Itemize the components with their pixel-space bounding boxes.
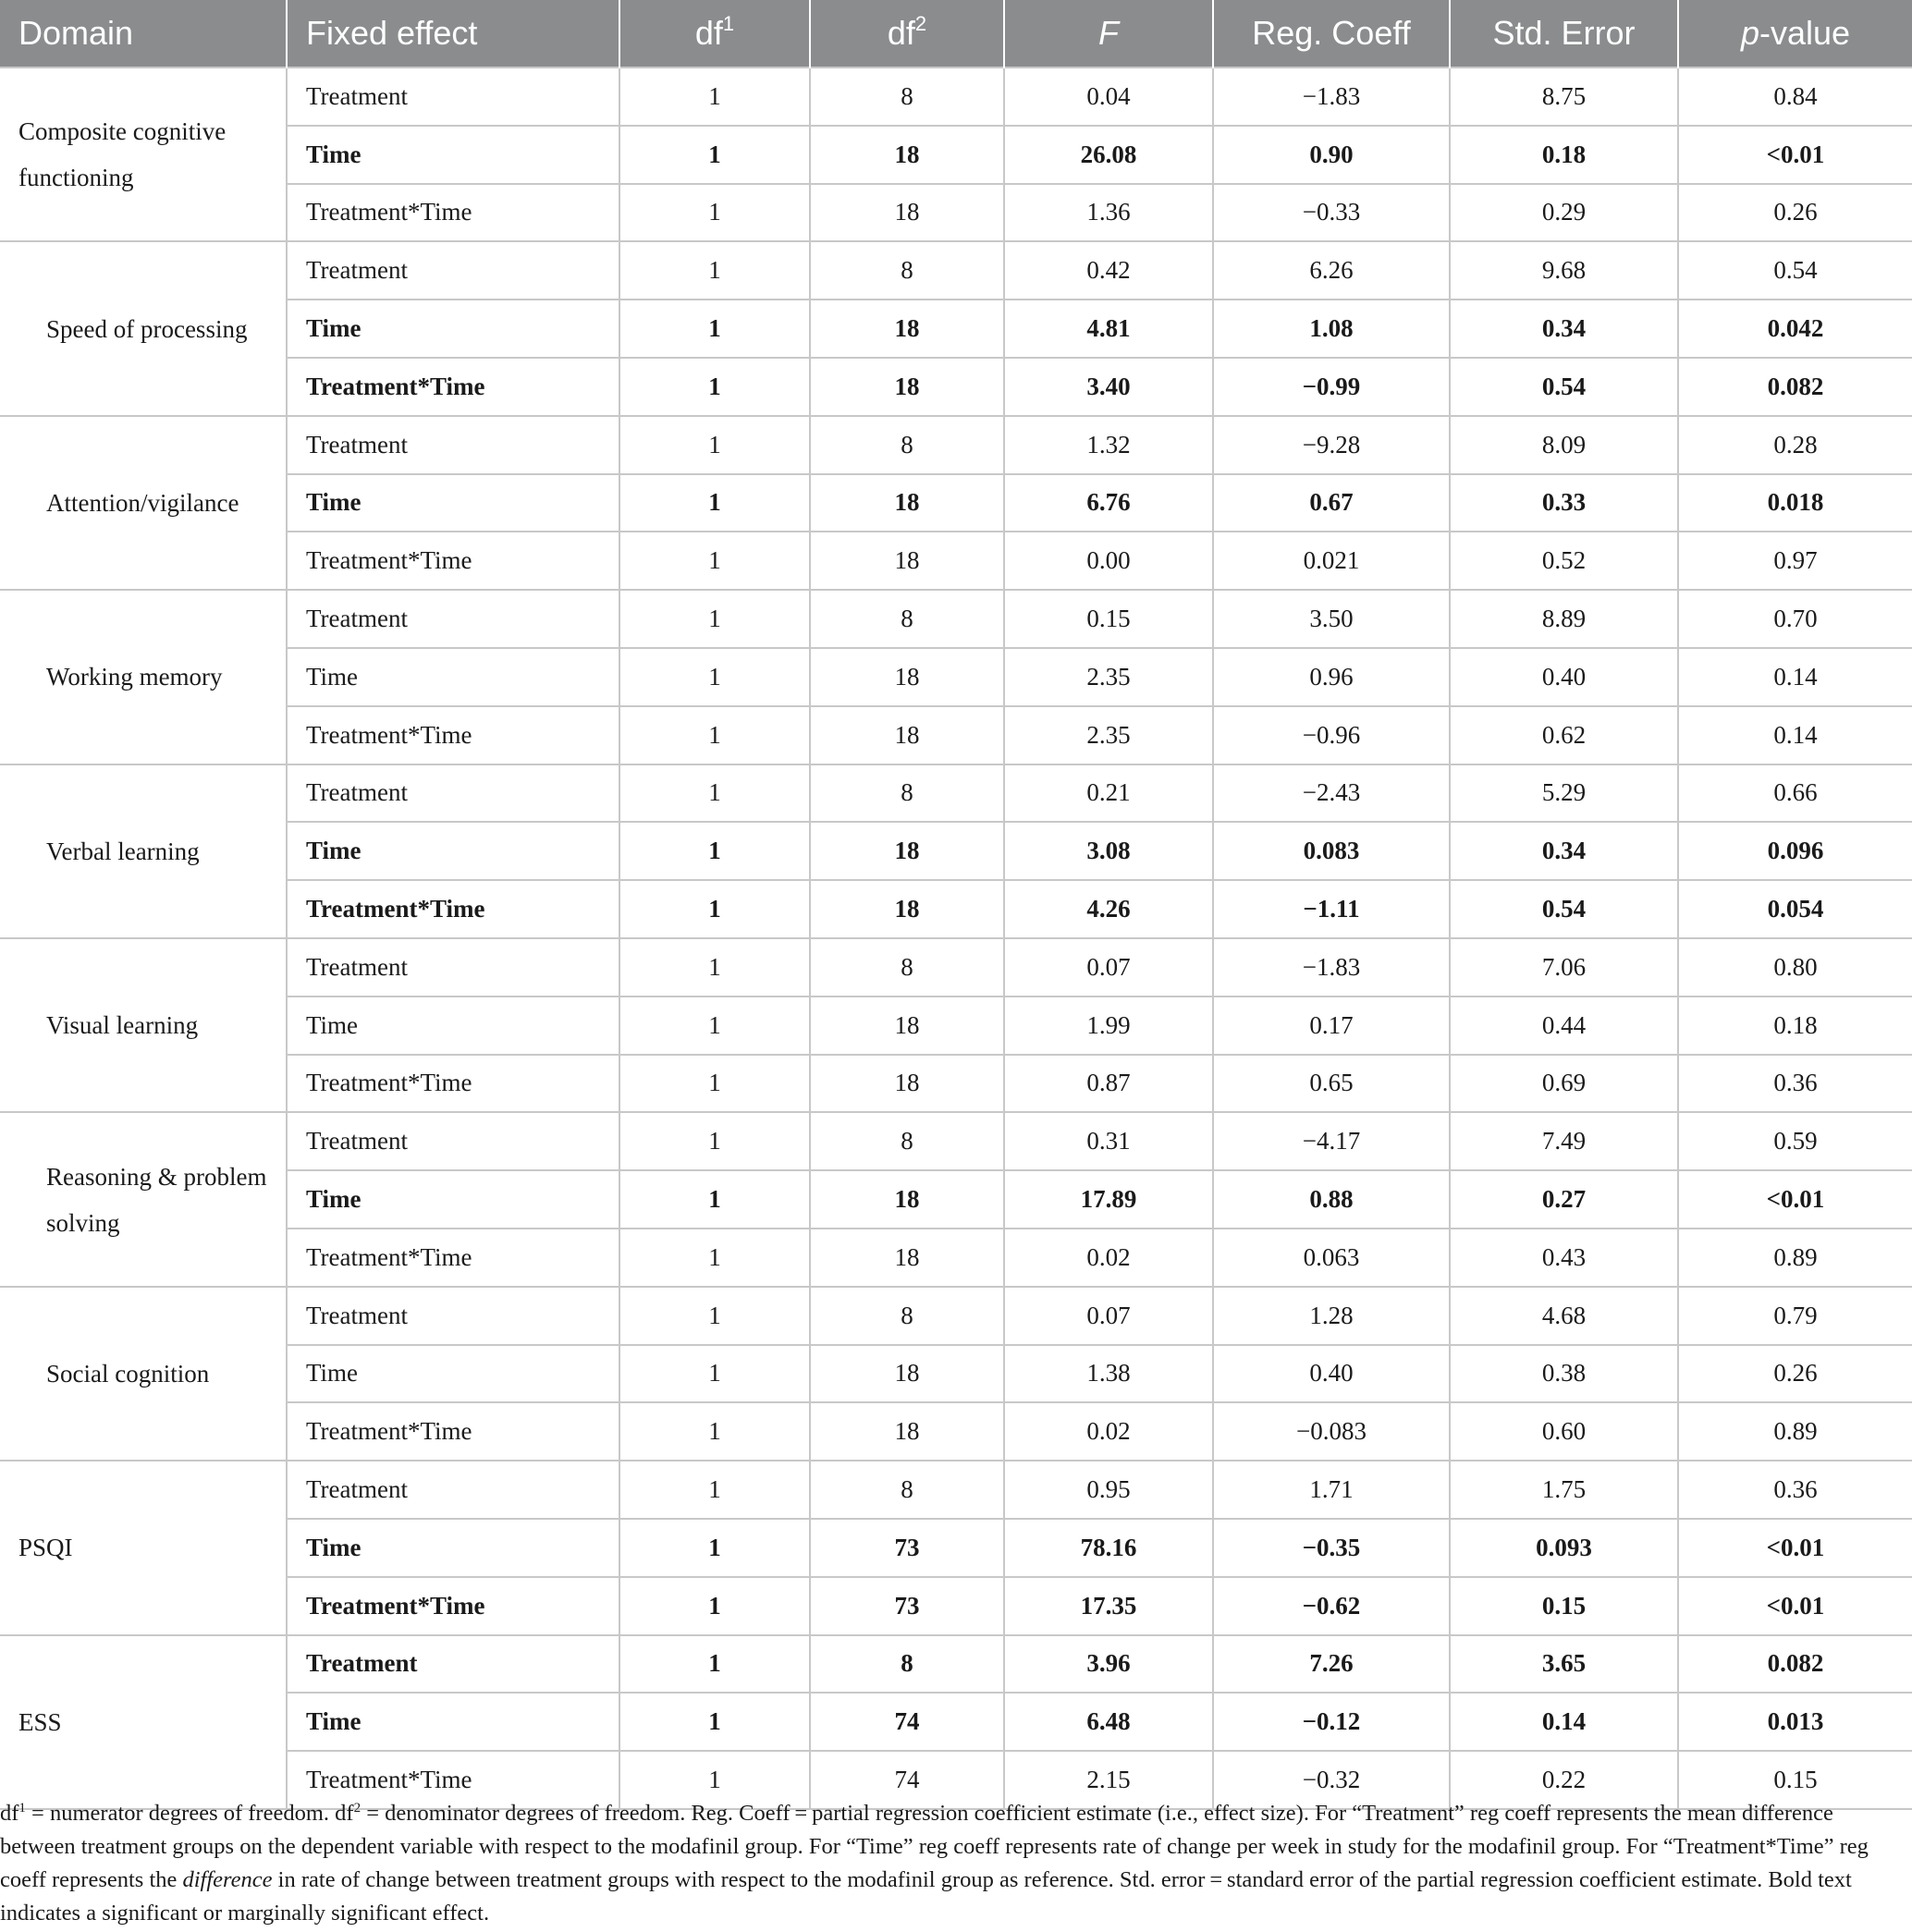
- cell-f: 0.15: [1004, 590, 1213, 648]
- cell-fixed-effect: Treatment: [287, 416, 619, 474]
- cell-domain: Reasoning & problem solving: [0, 1112, 287, 1286]
- cell-df1: 1: [619, 1112, 810, 1170]
- cell-p-value: 0.59: [1678, 1112, 1912, 1170]
- cell-fixed-effect: Treatment*Time: [287, 1751, 619, 1809]
- cell-df2: 73: [810, 1519, 1004, 1577]
- cell-f: 1.38: [1004, 1345, 1213, 1403]
- cell-df1: 1: [619, 764, 810, 823]
- header-row: [0, 0, 1912, 67]
- cell-f: 0.04: [1004, 67, 1213, 126]
- header-df1: [619, 0, 810, 67]
- cell-fixed-effect: Time: [287, 1519, 619, 1577]
- cell-df2: 18: [810, 1402, 1004, 1461]
- cell-reg-coeff: 0.021: [1213, 532, 1450, 590]
- cell-f: 3.96: [1004, 1635, 1213, 1694]
- cell-fixed-effect: Treatment: [287, 938, 619, 997]
- cell-reg-coeff: 0.083: [1213, 822, 1450, 880]
- cell-df1: 1: [619, 300, 810, 358]
- header-df2-sup: 2: [914, 12, 927, 35]
- cell-f: 3.08: [1004, 822, 1213, 880]
- cell-std-error: 0.15: [1450, 1577, 1678, 1635]
- table-row: [0, 184, 1912, 242]
- cell-fixed-effect: Time: [287, 648, 619, 706]
- cell-reg-coeff: 0.88: [1213, 1170, 1450, 1229]
- table-row: [0, 1112, 1912, 1170]
- cell-fixed-effect: Treatment*Time: [287, 1229, 619, 1287]
- cell-f: 0.31: [1004, 1112, 1213, 1170]
- cell-p-value: 0.26: [1678, 1345, 1912, 1403]
- cell-reg-coeff: 7.26: [1213, 1635, 1450, 1694]
- cell-p-value: <0.01: [1678, 1577, 1912, 1635]
- table-row: [0, 1635, 1912, 1694]
- cell-p-value: 0.14: [1678, 706, 1912, 764]
- cell-df2: 18: [810, 880, 1004, 938]
- cell-df2: 18: [810, 706, 1004, 764]
- cell-df1: 1: [619, 590, 810, 648]
- cell-domain: Visual learning: [0, 938, 287, 1112]
- cell-reg-coeff: −9.28: [1213, 416, 1450, 474]
- cell-f: 17.89: [1004, 1170, 1213, 1229]
- cell-domain: Verbal learning: [0, 764, 287, 938]
- cell-df1: 1: [619, 1170, 810, 1229]
- footnote-df1-base: df: [0, 1801, 19, 1827]
- cell-df2: 8: [810, 1287, 1004, 1345]
- cell-df1: 1: [619, 1345, 810, 1403]
- cell-std-error: 8.09: [1450, 416, 1678, 474]
- header-p-italic: p: [1740, 14, 1759, 52]
- cell-fixed-effect: Treatment*Time: [287, 184, 619, 242]
- cell-f: 0.02: [1004, 1402, 1213, 1461]
- table-row: [0, 822, 1912, 880]
- cell-fixed-effect: Time: [287, 1345, 619, 1403]
- cell-std-error: 1.75: [1450, 1461, 1678, 1519]
- cell-domain: Speed of processing: [0, 241, 287, 415]
- table-row: [0, 764, 1912, 823]
- cell-f: 2.35: [1004, 706, 1213, 764]
- cell-df2: 8: [810, 67, 1004, 126]
- table-row: [0, 474, 1912, 532]
- cell-df2: 8: [810, 764, 1004, 823]
- cell-df2: 74: [810, 1693, 1004, 1751]
- cell-p-value: 0.042: [1678, 300, 1912, 358]
- header-fixed-effect: Fixed effect: [287, 0, 619, 67]
- table-row: [0, 532, 1912, 590]
- header-reg-coeff: Reg. Coeff: [1213, 0, 1450, 67]
- cell-std-error: 4.68: [1450, 1287, 1678, 1345]
- table-row: [0, 1055, 1912, 1113]
- cell-reg-coeff: −0.35: [1213, 1519, 1450, 1577]
- table-row: [0, 1345, 1912, 1403]
- cell-std-error: 0.54: [1450, 358, 1678, 416]
- cell-fixed-effect: Time: [287, 1693, 619, 1751]
- cell-f: 0.07: [1004, 938, 1213, 997]
- cell-df2: 18: [810, 126, 1004, 184]
- cell-f: 3.40: [1004, 358, 1213, 416]
- cell-p-value: <0.01: [1678, 126, 1912, 184]
- table-row: [0, 1693, 1912, 1751]
- cell-reg-coeff: −0.33: [1213, 184, 1450, 242]
- cell-p-value: 0.082: [1678, 1635, 1912, 1694]
- cell-std-error: 0.69: [1450, 1055, 1678, 1113]
- cell-f: 2.35: [1004, 648, 1213, 706]
- cell-fixed-effect: Treatment*Time: [287, 880, 619, 938]
- header-domain: Domain: [0, 0, 287, 67]
- header-df2: [810, 0, 1004, 67]
- cell-std-error: 0.34: [1450, 300, 1678, 358]
- cell-std-error: 0.43: [1450, 1229, 1678, 1287]
- cell-p-value: 0.018: [1678, 474, 1912, 532]
- cell-df1: 1: [619, 184, 810, 242]
- cell-domain: Attention/vigilance: [0, 416, 287, 590]
- cell-df1: 1: [619, 706, 810, 764]
- cell-p-value: <0.01: [1678, 1519, 1912, 1577]
- cell-p-value: 0.89: [1678, 1402, 1912, 1461]
- cell-f: 6.48: [1004, 1693, 1213, 1751]
- cell-reg-coeff: 3.50: [1213, 590, 1450, 648]
- cell-df1: 1: [619, 1751, 810, 1809]
- table-row: [0, 300, 1912, 358]
- cell-std-error: 8.89: [1450, 590, 1678, 648]
- header-p-value: [1678, 0, 1912, 67]
- cell-p-value: 0.14: [1678, 648, 1912, 706]
- table-row: [0, 648, 1912, 706]
- cell-df1: 1: [619, 1402, 810, 1461]
- cell-fixed-effect: Treatment: [287, 1461, 619, 1519]
- cell-df1: 1: [619, 1055, 810, 1113]
- cell-df1: 1: [619, 880, 810, 938]
- cell-df2: 18: [810, 474, 1004, 532]
- cell-std-error: 7.06: [1450, 938, 1678, 997]
- cell-df1: 1: [619, 1461, 810, 1519]
- header-std-error: Std. Error: [1450, 0, 1678, 67]
- table-row: [0, 590, 1912, 648]
- cell-fixed-effect: Treatment: [287, 1635, 619, 1694]
- cell-df2: 8: [810, 1112, 1004, 1170]
- cell-fixed-effect: Time: [287, 997, 619, 1055]
- cell-p-value: 0.36: [1678, 1055, 1912, 1113]
- table-row: [0, 126, 1912, 184]
- cell-std-error: 0.52: [1450, 532, 1678, 590]
- cell-std-error: 9.68: [1450, 241, 1678, 300]
- cell-fixed-effect: Treatment*Time: [287, 1402, 619, 1461]
- cell-domain: Working memory: [0, 590, 287, 764]
- cell-p-value: 0.013: [1678, 1693, 1912, 1751]
- cell-fixed-effect: Treatment: [287, 1112, 619, 1170]
- cell-fixed-effect: Time: [287, 474, 619, 532]
- cell-df1: 1: [619, 474, 810, 532]
- header-p-rest: -value: [1759, 14, 1851, 52]
- footnote-df1-sup: 1: [18, 1801, 26, 1816]
- cell-std-error: 0.40: [1450, 648, 1678, 706]
- cell-f: 6.76: [1004, 474, 1213, 532]
- cell-p-value: 0.18: [1678, 997, 1912, 1055]
- cell-reg-coeff: −2.43: [1213, 764, 1450, 823]
- cell-fixed-effect: Treatment: [287, 241, 619, 300]
- cell-std-error: 7.49: [1450, 1112, 1678, 1170]
- table-row: [0, 706, 1912, 764]
- cell-reg-coeff: 0.65: [1213, 1055, 1450, 1113]
- cell-p-value: 0.97: [1678, 532, 1912, 590]
- header-df2-base: df: [887, 14, 915, 52]
- cell-df2: 18: [810, 1345, 1004, 1403]
- cell-p-value: 0.36: [1678, 1461, 1912, 1519]
- footnote-df2-sup: 2: [353, 1801, 362, 1816]
- cell-fixed-effect: Treatment: [287, 1287, 619, 1345]
- cell-df1: 1: [619, 938, 810, 997]
- cell-std-error: 0.093: [1450, 1519, 1678, 1577]
- cell-domain: Social cognition: [0, 1287, 287, 1461]
- cell-reg-coeff: −4.17: [1213, 1112, 1450, 1170]
- cell-p-value: 0.054: [1678, 880, 1912, 938]
- cell-reg-coeff: −0.99: [1213, 358, 1450, 416]
- table-row: [0, 880, 1912, 938]
- cell-df1: 1: [619, 1577, 810, 1635]
- cell-fixed-effect: Treatment: [287, 590, 619, 648]
- cell-reg-coeff: 0.96: [1213, 648, 1450, 706]
- cell-df1: 1: [619, 67, 810, 126]
- cell-std-error: 0.29: [1450, 184, 1678, 242]
- cell-std-error: 0.33: [1450, 474, 1678, 532]
- cell-reg-coeff: −1.11: [1213, 880, 1450, 938]
- cell-std-error: 0.14: [1450, 1693, 1678, 1751]
- cell-reg-coeff: 1.08: [1213, 300, 1450, 358]
- cell-df2: 18: [810, 300, 1004, 358]
- cell-std-error: 0.22: [1450, 1751, 1678, 1809]
- cell-f: 0.42: [1004, 241, 1213, 300]
- cell-f: 0.87: [1004, 1055, 1213, 1113]
- footnote-part3: in rate of change between treatment groups with respect to the modafinil group as reference. Std. error = standard error of the partial regression coefficient estimate. Bold text indicates a significant or marginally significant effect.: [0, 1867, 1852, 1926]
- cell-f: 1.32: [1004, 416, 1213, 474]
- cell-df1: 1: [619, 241, 810, 300]
- cell-df2: 8: [810, 1461, 1004, 1519]
- cell-df2: 73: [810, 1577, 1004, 1635]
- cell-p-value: 0.54: [1678, 241, 1912, 300]
- header-f-label: F: [1098, 14, 1119, 52]
- cell-fixed-effect: Treatment*Time: [287, 1577, 619, 1635]
- cell-f: 4.26: [1004, 880, 1213, 938]
- cell-p-value: 0.082: [1678, 358, 1912, 416]
- cell-fixed-effect: Treatment: [287, 764, 619, 823]
- cell-p-value: 0.26: [1678, 184, 1912, 242]
- cell-reg-coeff: −0.083: [1213, 1402, 1450, 1461]
- table-row: [0, 938, 1912, 997]
- cell-df1: 1: [619, 1287, 810, 1345]
- cell-reg-coeff: −1.83: [1213, 67, 1450, 126]
- cell-reg-coeff: 0.90: [1213, 126, 1450, 184]
- cell-df2: 18: [810, 822, 1004, 880]
- cell-df2: 8: [810, 1635, 1004, 1694]
- cell-p-value: 0.28: [1678, 416, 1912, 474]
- cell-df2: 18: [810, 532, 1004, 590]
- cell-p-value: 0.79: [1678, 1287, 1912, 1345]
- cell-p-value: 0.096: [1678, 822, 1912, 880]
- cell-df1: 1: [619, 532, 810, 590]
- cell-std-error: 3.65: [1450, 1635, 1678, 1694]
- cell-p-value: 0.70: [1678, 590, 1912, 648]
- cell-p-value: 0.89: [1678, 1229, 1912, 1287]
- cell-std-error: 0.60: [1450, 1402, 1678, 1461]
- cell-fixed-effect: Treatment: [287, 67, 619, 126]
- cell-p-value: 0.80: [1678, 938, 1912, 997]
- footnote-italic: difference: [182, 1867, 273, 1893]
- cell-domain: Composite cognitive functioning: [0, 67, 287, 241]
- cell-df2: 18: [810, 648, 1004, 706]
- cell-p-value: 0.84: [1678, 67, 1912, 126]
- cell-df1: 1: [619, 126, 810, 184]
- table-row: [0, 997, 1912, 1055]
- cell-reg-coeff: −0.32: [1213, 1751, 1450, 1809]
- cell-f: 0.00: [1004, 532, 1213, 590]
- cell-fixed-effect: Time: [287, 300, 619, 358]
- cell-df2: 8: [810, 416, 1004, 474]
- cell-fixed-effect: Treatment*Time: [287, 706, 619, 764]
- cell-std-error: 0.38: [1450, 1345, 1678, 1403]
- cell-f: 26.08: [1004, 126, 1213, 184]
- table-row: [0, 1287, 1912, 1345]
- cell-f: 0.02: [1004, 1229, 1213, 1287]
- table-row: [0, 1461, 1912, 1519]
- cell-domain: ESS: [0, 1635, 287, 1809]
- cell-fixed-effect: Time: [287, 1170, 619, 1229]
- cell-df1: 1: [619, 358, 810, 416]
- cell-df2: 18: [810, 1055, 1004, 1113]
- cell-reg-coeff: −1.83: [1213, 938, 1450, 997]
- cell-df2: 74: [810, 1751, 1004, 1809]
- cell-df1: 1: [619, 648, 810, 706]
- cell-df1: 1: [619, 1229, 810, 1287]
- cell-reg-coeff: −0.96: [1213, 706, 1450, 764]
- cell-std-error: 8.75: [1450, 67, 1678, 126]
- cell-f: 0.21: [1004, 764, 1213, 823]
- cell-fixed-effect: Treatment*Time: [287, 358, 619, 416]
- footnote-df2-base: df: [335, 1801, 354, 1827]
- table-row: [0, 1229, 1912, 1287]
- header-df1-base: df: [694, 14, 723, 52]
- cell-f: 1.36: [1004, 184, 1213, 242]
- cell-df2: 18: [810, 1229, 1004, 1287]
- table-footnote: [0, 1791, 1895, 1930]
- cell-df2: 18: [810, 1170, 1004, 1229]
- cell-df1: 1: [619, 1519, 810, 1577]
- cell-std-error: 0.54: [1450, 880, 1678, 938]
- cell-std-error: 0.34: [1450, 822, 1678, 880]
- cell-std-error: 0.62: [1450, 706, 1678, 764]
- table-row: [0, 67, 1912, 126]
- cell-p-value: <0.01: [1678, 1170, 1912, 1229]
- table-row: [0, 358, 1912, 416]
- cell-p-value: 0.15: [1678, 1751, 1912, 1809]
- cell-reg-coeff: 0.40: [1213, 1345, 1450, 1403]
- cell-f: 1.99: [1004, 997, 1213, 1055]
- table-row: [0, 416, 1912, 474]
- footnote-part1: = numerator degrees of freedom.: [25, 1801, 336, 1827]
- cell-f: 78.16: [1004, 1519, 1213, 1577]
- cell-df2: 18: [810, 184, 1004, 242]
- cell-df1: 1: [619, 997, 810, 1055]
- cell-std-error: 5.29: [1450, 764, 1678, 823]
- cell-p-value: 0.66: [1678, 764, 1912, 823]
- cell-std-error: 0.44: [1450, 997, 1678, 1055]
- header-df1-sup: 1: [722, 12, 735, 35]
- cell-std-error: 0.27: [1450, 1170, 1678, 1229]
- cell-fixed-effect: Time: [287, 822, 619, 880]
- cell-reg-coeff: −0.62: [1213, 1577, 1450, 1635]
- cell-df1: 1: [619, 1693, 810, 1751]
- cell-df2: 8: [810, 241, 1004, 300]
- cell-fixed-effect: Treatment*Time: [287, 1055, 619, 1113]
- cell-df1: 1: [619, 1635, 810, 1694]
- cell-reg-coeff: 0.063: [1213, 1229, 1450, 1287]
- footnote-part2: = denominator degrees of freedom. Reg. Coeff = partial regression coefficient estimate (i.e., effect size). For “Treatment” reg coeff represents the mean difference between treatment groups on the dependent variable with respect to the modafinil group. For “Time” reg coeff represents rate of change per week in study for the modafinil group. For “Treatment*Time” reg coeff represents the: [0, 1801, 1869, 1893]
- cell-f: 17.35: [1004, 1577, 1213, 1635]
- table-row: [0, 1577, 1912, 1635]
- cell-reg-coeff: 0.17: [1213, 997, 1450, 1055]
- table-row: [0, 241, 1912, 300]
- cell-reg-coeff: −0.12: [1213, 1693, 1450, 1751]
- cell-f: 2.15: [1004, 1751, 1213, 1809]
- table-row: [0, 1519, 1912, 1577]
- cell-reg-coeff: 1.71: [1213, 1461, 1450, 1519]
- table-row: [0, 1170, 1912, 1229]
- cell-df2: 8: [810, 590, 1004, 648]
- cell-df2: 8: [810, 938, 1004, 997]
- cell-df1: 1: [619, 822, 810, 880]
- cell-reg-coeff: 0.67: [1213, 474, 1450, 532]
- cell-f: 0.07: [1004, 1287, 1213, 1345]
- cell-f: 0.95: [1004, 1461, 1213, 1519]
- cell-reg-coeff: 1.28: [1213, 1287, 1450, 1345]
- cell-f: 4.81: [1004, 300, 1213, 358]
- cell-df1: 1: [619, 416, 810, 474]
- table-body: [0, 67, 1912, 1809]
- cell-df2: 18: [810, 997, 1004, 1055]
- cell-std-error: 0.18: [1450, 126, 1678, 184]
- table-row: [0, 1402, 1912, 1461]
- header-f: [1004, 0, 1213, 67]
- cell-fixed-effect: Time: [287, 126, 619, 184]
- cell-fixed-effect: Treatment*Time: [287, 532, 619, 590]
- cell-df2: 18: [810, 358, 1004, 416]
- cell-reg-coeff: 6.26: [1213, 241, 1450, 300]
- cell-domain: PSQI: [0, 1461, 287, 1634]
